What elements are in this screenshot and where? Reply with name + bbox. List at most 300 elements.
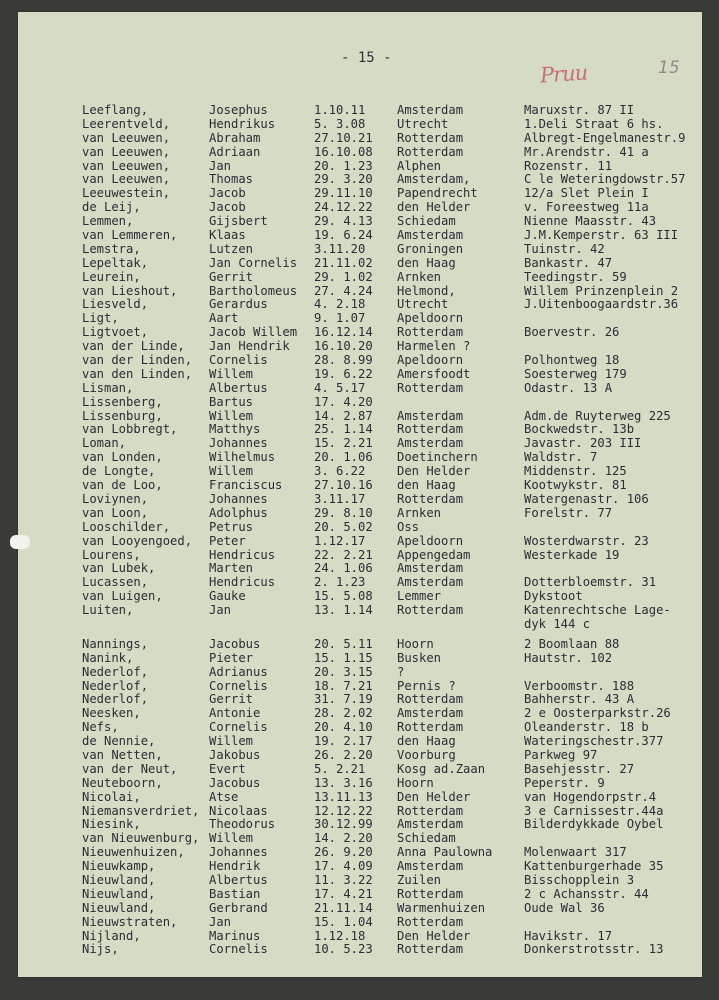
cell-surname: Lucassen, bbox=[82, 575, 149, 590]
cell-address: J.M.Kemperstr. 63 III bbox=[524, 228, 679, 243]
register-row bbox=[18, 549, 702, 563]
cell-date: 20. 5.11 bbox=[314, 636, 373, 651]
register-row bbox=[18, 618, 702, 632]
cell-given: Cornelis bbox=[209, 678, 268, 693]
cell-surname: Nederlof, bbox=[82, 664, 149, 679]
cell-place: Anna Paulowna bbox=[397, 845, 493, 860]
cell-address: Dykstoot bbox=[524, 589, 583, 604]
cell-address: Watergenastr. 106 bbox=[524, 491, 649, 506]
register-row bbox=[18, 479, 702, 493]
cell-address: Polhontweg 18 bbox=[524, 353, 620, 368]
cell-address: Molenwaart 317 bbox=[524, 845, 627, 860]
cell-date: 25. 1.14 bbox=[314, 422, 373, 437]
cell-date: 14. 2.87 bbox=[314, 408, 373, 423]
cell-place: Arnken bbox=[397, 269, 442, 284]
cell-place: den Helder bbox=[397, 200, 471, 215]
cell-given: Jacob Willem bbox=[209, 325, 298, 340]
cell-date: 13. 3.16 bbox=[314, 775, 373, 790]
cell-place: Apeldoorn bbox=[397, 353, 464, 368]
cell-address: Kootwykstr. 81 bbox=[524, 478, 627, 493]
cell-surname: van der Linden, bbox=[82, 353, 193, 368]
cell-address: Tuinstr. 42 bbox=[524, 241, 605, 256]
cell-surname: Lissenburg, bbox=[82, 408, 163, 423]
cell-date: 17. 4.20 bbox=[314, 394, 373, 409]
cell-surname: van de Loo, bbox=[82, 478, 163, 493]
cell-date: 31. 7.19 bbox=[314, 692, 373, 707]
cell-place: Amsterdam bbox=[397, 817, 464, 832]
register-row bbox=[18, 271, 702, 285]
register-row bbox=[18, 930, 702, 944]
register-row bbox=[18, 285, 702, 299]
register-row bbox=[18, 562, 702, 576]
cell-date: 20. 1.23 bbox=[314, 158, 373, 173]
cell-given: Hendricus bbox=[209, 575, 276, 590]
cell-place: Amsterdam, bbox=[397, 172, 471, 187]
cell-surname: van der Neut, bbox=[82, 761, 178, 776]
cell-surname: van Nieuwenburg, bbox=[82, 831, 200, 846]
cell-given: Petrus bbox=[209, 519, 254, 534]
cell-address: Basehjesstr. 27 bbox=[524, 761, 635, 776]
cell-given: Cornelis bbox=[209, 720, 268, 735]
cell-given: Gauke bbox=[209, 589, 246, 604]
cell-surname: Loviynen, bbox=[82, 491, 149, 506]
register-row bbox=[18, 215, 702, 229]
cell-address: 3 e Carnissestr.44a bbox=[524, 803, 664, 818]
cell-date: 10. 5.23 bbox=[314, 942, 373, 957]
cell-date: 26. 2.20 bbox=[314, 747, 373, 762]
register-row bbox=[18, 298, 702, 312]
cell-date: 19. 6.24 bbox=[314, 228, 373, 243]
cell-place: Amsterdam bbox=[397, 228, 464, 243]
cell-place: Utrecht bbox=[397, 297, 449, 312]
cell-given: Franciscus bbox=[209, 478, 283, 493]
cell-date: 3.11.20 bbox=[314, 241, 366, 256]
cell-place: Den Helder bbox=[397, 789, 471, 804]
cell-surname: van Netten, bbox=[82, 747, 163, 762]
cell-given: Thomas bbox=[209, 172, 254, 187]
cell-address: Donkerstrotsstr. 13 bbox=[524, 942, 664, 957]
cell-address: Bockwedstr. 13b bbox=[524, 422, 635, 437]
register-row bbox=[18, 832, 702, 846]
cell-address: Soesterweg 179 bbox=[524, 366, 627, 381]
cell-date: 21.11.02 bbox=[314, 255, 373, 270]
cell-surname: van Leeuwen, bbox=[82, 144, 171, 159]
cell-surname: Nieuwenhuizen, bbox=[82, 845, 185, 860]
cell-place: Schiedam bbox=[397, 831, 456, 846]
cell-address: Adm.de Ruyterweg 225 bbox=[524, 408, 671, 423]
cell-place: Rotterdam bbox=[397, 325, 464, 340]
cell-given: Willem bbox=[209, 831, 254, 846]
cell-surname: Lisman, bbox=[82, 380, 134, 395]
cell-place: Schiedam bbox=[397, 214, 456, 229]
register-row bbox=[18, 340, 702, 354]
cell-address: Mr.Arendstr. 41 a bbox=[524, 144, 649, 159]
cell-place: Amsterdam bbox=[397, 103, 464, 117]
register-row bbox=[18, 382, 702, 396]
cell-date: 15. 5.08 bbox=[314, 589, 373, 604]
cell-address: Middenstr. 125 bbox=[524, 464, 627, 479]
cell-surname: Niemansverdriet, bbox=[82, 803, 200, 818]
cell-date: 27.10.16 bbox=[314, 478, 373, 493]
register-row bbox=[18, 680, 702, 694]
cell-date: 26. 9.20 bbox=[314, 845, 373, 860]
cell-date: 15. 1.04 bbox=[314, 914, 373, 929]
cell-date: 20. 4.10 bbox=[314, 720, 373, 735]
cell-surname: Looschilder, bbox=[82, 519, 171, 534]
cell-date: 1.12.17 bbox=[314, 533, 366, 548]
name-register-list bbox=[18, 104, 702, 957]
cell-surname: Nederlof, bbox=[82, 678, 149, 693]
register-row bbox=[18, 735, 702, 749]
cell-given: Hendrikus bbox=[209, 116, 276, 131]
cell-surname: Ligt, bbox=[82, 311, 119, 326]
register-row bbox=[18, 666, 702, 680]
cell-address: Rozenstr. 11 bbox=[524, 158, 613, 173]
register-row bbox=[18, 354, 702, 368]
register-row bbox=[18, 576, 702, 590]
cell-surname: Loman, bbox=[82, 436, 127, 451]
cell-given: Johannes bbox=[209, 436, 268, 451]
cell-date: 29. 3.20 bbox=[314, 172, 373, 187]
cell-place: den Haag bbox=[397, 734, 456, 749]
cell-date: 17. 4.09 bbox=[314, 859, 373, 874]
cell-place: Rotterdam bbox=[397, 491, 464, 506]
cell-place: Apeldoorn bbox=[397, 311, 464, 326]
cell-address: Verboomstr. 188 bbox=[524, 678, 635, 693]
cell-place: Busken bbox=[397, 650, 442, 665]
cell-date: 4. 5.17 bbox=[314, 380, 366, 395]
cell-place: den Haag bbox=[397, 255, 456, 270]
cell-surname: Nieuwland, bbox=[82, 886, 156, 901]
cell-given: Willem bbox=[209, 366, 254, 381]
cell-given: Jakobus bbox=[209, 747, 261, 762]
register-row bbox=[18, 312, 702, 326]
cell-address: Forelstr. 77 bbox=[524, 505, 613, 520]
cell-given: Klaas bbox=[209, 228, 246, 243]
cell-date: 12.12.22 bbox=[314, 803, 373, 818]
cell-given: Albertus bbox=[209, 380, 268, 395]
cell-surname: Niesink, bbox=[82, 817, 141, 832]
register-row bbox=[18, 423, 702, 437]
cell-place: Rotterdam bbox=[397, 942, 464, 957]
cell-place: Pernis ? bbox=[397, 678, 456, 693]
cell-place: Lemmer bbox=[397, 589, 442, 604]
cell-date: 28. 2.02 bbox=[314, 706, 373, 721]
cell-given: Matthys bbox=[209, 422, 261, 437]
cell-surname: Leeuwestein, bbox=[82, 186, 171, 201]
cell-address: Oleanderstr. 18 b bbox=[524, 720, 649, 735]
page-number: - 15 - bbox=[341, 50, 392, 66]
register-row bbox=[18, 902, 702, 916]
cell-address: Wosterdwarstr. 23 bbox=[524, 533, 649, 548]
cell-date: 17. 4.21 bbox=[314, 886, 373, 901]
cell-given: Hendricus bbox=[209, 547, 276, 562]
cell-date: 13. 1.14 bbox=[314, 603, 373, 618]
cell-date: 30.12.99 bbox=[314, 817, 373, 832]
cell-place: Rotterdam bbox=[397, 692, 464, 707]
cell-date: 16.10.08 bbox=[314, 144, 373, 159]
cell-address: J.Uitenboogaardstr.36 bbox=[524, 297, 679, 312]
cell-date: 29. 8.10 bbox=[314, 505, 373, 520]
cell-address: Oude Wal 36 bbox=[524, 900, 605, 915]
register-row bbox=[18, 749, 702, 763]
cell-date: 16.12.14 bbox=[314, 325, 373, 340]
cell-place: Den Helder bbox=[397, 928, 471, 943]
cell-date: 5. 2.21 bbox=[314, 761, 366, 776]
cell-address: Bankastr. 47 bbox=[524, 255, 613, 270]
cell-address: Havikstr. 17 bbox=[524, 928, 613, 943]
cell-date: 4. 2.18 bbox=[314, 297, 366, 312]
cell-given: Aart bbox=[209, 311, 239, 326]
register-row bbox=[18, 146, 702, 160]
cell-place: Papendrecht bbox=[397, 186, 478, 201]
cell-given: Jan bbox=[209, 603, 232, 618]
cell-address: dyk 144 c bbox=[524, 616, 591, 631]
cell-address: 1.Deli Straat 6 hs. bbox=[524, 116, 664, 131]
cell-date: 28. 8.99 bbox=[314, 353, 373, 368]
cell-date: 5. 3.08 bbox=[314, 116, 366, 131]
cell-given: Jan Hendrik bbox=[209, 339, 290, 354]
cell-surname: van Loon, bbox=[82, 505, 149, 520]
cell-place: Rotterdam bbox=[397, 380, 464, 395]
cell-address: C le Weteringdowstr.57 bbox=[524, 172, 686, 187]
cell-date: 20. 1.06 bbox=[314, 450, 373, 465]
cell-address: Albregt-Engelmanestr.9 bbox=[524, 130, 686, 145]
cell-place: den Haag bbox=[397, 478, 456, 493]
cell-surname: van Leeuwen, bbox=[82, 130, 171, 145]
cell-surname: Nieuwland, bbox=[82, 900, 156, 915]
register-row bbox=[18, 693, 702, 707]
cell-place: Apeldoorn bbox=[397, 533, 464, 548]
cell-given: Jacobus bbox=[209, 775, 261, 790]
register-row bbox=[18, 721, 702, 735]
cell-surname: Luiten, bbox=[82, 603, 134, 618]
cell-place: Appengedam bbox=[397, 547, 471, 562]
cell-place: Rotterdam bbox=[397, 886, 464, 901]
cell-place: Zuilen bbox=[397, 872, 442, 887]
cell-place: Amsterdam bbox=[397, 561, 464, 576]
register-row bbox=[18, 535, 702, 549]
cell-date: 19. 2.17 bbox=[314, 734, 373, 749]
cell-surname: de Leij, bbox=[82, 200, 141, 215]
cell-address: Waldstr. 7 bbox=[524, 450, 598, 465]
register-row bbox=[18, 638, 702, 652]
cell-surname: Nederlof, bbox=[82, 692, 149, 707]
cell-address: Wateringschestr.377 bbox=[524, 734, 664, 749]
document-page bbox=[18, 12, 702, 977]
cell-surname: Lepeltak, bbox=[82, 255, 149, 270]
register-row bbox=[18, 229, 702, 243]
cell-place: Rotterdam bbox=[397, 144, 464, 159]
cell-given: Jacob bbox=[209, 186, 246, 201]
cell-date: 20. 3.15 bbox=[314, 664, 373, 679]
cell-surname: Nieuwstraten, bbox=[82, 914, 178, 929]
cell-surname: van Lieshout, bbox=[82, 283, 178, 298]
cell-address: Willem Prinzenplein 2 bbox=[524, 283, 679, 298]
cell-place: ? bbox=[397, 664, 405, 679]
register-row bbox=[18, 187, 702, 201]
cell-place: Rotterdam bbox=[397, 720, 464, 735]
cell-date: 22. 2.21 bbox=[314, 547, 373, 562]
cell-address: Westerkade 19 bbox=[524, 547, 620, 562]
register-row bbox=[18, 493, 702, 507]
cell-given: Adriaan bbox=[209, 144, 261, 159]
cell-given: Gerrit bbox=[209, 692, 254, 707]
cell-surname: van Looyengoed, bbox=[82, 533, 193, 548]
cell-address: Katenrechtsche Lage- bbox=[524, 603, 671, 618]
register-row bbox=[18, 604, 702, 618]
register-row bbox=[18, 132, 702, 146]
cell-address: Bahherstr. 43 A bbox=[524, 692, 635, 707]
cell-place: Oss bbox=[397, 519, 420, 534]
register-row bbox=[18, 707, 702, 721]
cell-address: Peperstr. 9 bbox=[524, 775, 605, 790]
register-row bbox=[18, 326, 702, 340]
cell-surname: Lourens, bbox=[82, 547, 141, 562]
cell-surname: Nieuwland, bbox=[82, 872, 156, 887]
cell-surname: Neesken, bbox=[82, 706, 141, 721]
cell-date: 15. 1.15 bbox=[314, 650, 373, 665]
cell-surname: van Londen, bbox=[82, 450, 163, 465]
cell-date: 18. 7.21 bbox=[314, 678, 373, 693]
cell-place: Voorburg bbox=[397, 747, 456, 762]
cell-given: Adolphus bbox=[209, 505, 268, 520]
cell-address: Teedingstr. 59 bbox=[524, 269, 627, 284]
cell-given: Johannes bbox=[209, 491, 268, 506]
cell-date: 21.11.14 bbox=[314, 900, 373, 915]
cell-given: Johannes bbox=[209, 845, 268, 860]
cell-place: Rotterdam bbox=[397, 603, 464, 618]
register-row bbox=[18, 590, 702, 604]
register-row bbox=[18, 521, 702, 535]
cell-date: 15. 2.21 bbox=[314, 436, 373, 451]
register-row bbox=[18, 410, 702, 424]
cell-place: Rotterdam bbox=[397, 914, 464, 929]
cell-address: Maruxstr. 87 II bbox=[524, 103, 635, 117]
register-row bbox=[18, 173, 702, 187]
cell-surname: Nijs, bbox=[82, 942, 119, 957]
register-row bbox=[18, 874, 702, 888]
cell-date: 1.10.11 bbox=[314, 103, 366, 117]
register-row bbox=[18, 396, 702, 410]
cell-surname: Nicolai, bbox=[82, 789, 141, 804]
cell-given: Peter bbox=[209, 533, 246, 548]
cell-given: Marinus bbox=[209, 928, 261, 943]
register-row bbox=[18, 846, 702, 860]
cell-given: Cornelis bbox=[209, 353, 268, 368]
cell-date: 2. 1.23 bbox=[314, 575, 366, 590]
cell-given: Atse bbox=[209, 789, 239, 804]
cell-date: 24.12.22 bbox=[314, 200, 373, 215]
cell-date: 27. 4.24 bbox=[314, 283, 373, 298]
cell-date: 19. 6.22 bbox=[314, 366, 373, 381]
cell-address: 12/a Slet Plein I bbox=[524, 186, 649, 201]
register-row bbox=[18, 805, 702, 819]
cell-given: Bartus bbox=[209, 394, 254, 409]
cell-address: 2 e Oosterparkstr.26 bbox=[524, 706, 671, 721]
cell-given: Gerardus bbox=[209, 297, 268, 312]
register-row bbox=[18, 888, 702, 902]
register-row bbox=[18, 916, 702, 930]
register-row bbox=[18, 451, 702, 465]
cell-address: Parkweg 97 bbox=[524, 747, 598, 762]
cell-surname: van Leeuwen, bbox=[82, 158, 171, 173]
cell-place: Amsterdam bbox=[397, 859, 464, 874]
cell-given: Bastian bbox=[209, 886, 261, 901]
cell-given: Nicolaas bbox=[209, 803, 268, 818]
cell-place: Rotterdam bbox=[397, 130, 464, 145]
cell-surname: Ligtvoet, bbox=[82, 325, 149, 340]
cell-place: Rotterdam bbox=[397, 803, 464, 818]
cell-date: 29.11.10 bbox=[314, 186, 373, 201]
cell-given: Antonie bbox=[209, 706, 261, 721]
cell-place: Arnken bbox=[397, 505, 442, 520]
cell-place: Groningen bbox=[397, 241, 464, 256]
cell-place: Helmond, bbox=[397, 283, 456, 298]
cell-surname: Liesveld, bbox=[82, 297, 149, 312]
register-row bbox=[18, 104, 702, 118]
cell-given: Jan bbox=[209, 914, 232, 929]
cell-date: 27.10.21 bbox=[314, 130, 373, 145]
cell-given: Wilhelmus bbox=[209, 450, 276, 465]
register-row bbox=[18, 160, 702, 174]
register-row bbox=[18, 507, 702, 521]
register-row bbox=[18, 201, 702, 215]
cell-given: Cornelis bbox=[209, 942, 268, 957]
cell-place: Rotterdam bbox=[397, 422, 464, 437]
cell-given: Abraham bbox=[209, 130, 261, 145]
cell-place: Hoorn bbox=[397, 636, 434, 651]
register-row bbox=[18, 118, 702, 132]
cell-place: Harmelen ? bbox=[397, 339, 471, 354]
cell-place: Amsterdam bbox=[397, 408, 464, 423]
cell-address: Javastr. 203 III bbox=[524, 436, 642, 451]
cell-address: Dotterbloemstr. 31 bbox=[524, 575, 657, 590]
cell-date: 13.11.13 bbox=[314, 789, 373, 804]
cell-given: Gijsbert bbox=[209, 214, 268, 229]
cell-place: Doetinchern bbox=[397, 450, 478, 465]
cell-surname: de Nennie, bbox=[82, 734, 156, 749]
cell-address: Hautstr. 102 bbox=[524, 650, 613, 665]
register-row bbox=[18, 437, 702, 451]
pencil-page-note: 15 bbox=[658, 58, 680, 78]
cell-surname: Nannings, bbox=[82, 636, 149, 651]
cell-given: Lutzen bbox=[209, 241, 254, 256]
cell-date: 1.12.18 bbox=[314, 928, 366, 943]
cell-given: Gerrit bbox=[209, 269, 254, 284]
register-row bbox=[18, 791, 702, 805]
cell-surname: Nijland, bbox=[82, 928, 141, 943]
cell-given: Jacobus bbox=[209, 636, 261, 651]
cell-given: Gerbrand bbox=[209, 900, 268, 915]
cell-given: Albertus bbox=[209, 872, 268, 887]
cell-surname: van Leeuwen, bbox=[82, 172, 171, 187]
cell-address: Bisschopplein 3 bbox=[524, 872, 635, 887]
cell-place: Alphen bbox=[397, 158, 442, 173]
cell-address: Odastr. 13 A bbox=[524, 380, 613, 395]
cell-given: Jan bbox=[209, 158, 232, 173]
cell-given: Jan Cornelis bbox=[209, 255, 298, 270]
cell-place: Warmenhuizen bbox=[397, 900, 486, 915]
cell-given: Jacob bbox=[209, 200, 246, 215]
cell-address: Kattenburgerhade 35 bbox=[524, 859, 664, 874]
cell-surname: Neuteboorn, bbox=[82, 775, 163, 790]
cell-surname: van den Linden, bbox=[82, 366, 193, 381]
cell-surname: Lemmen, bbox=[82, 214, 134, 229]
cell-date: 3. 6.22 bbox=[314, 464, 366, 479]
cell-surname: Nieuwkamp, bbox=[82, 859, 156, 874]
cell-surname: Leerentveld, bbox=[82, 116, 171, 131]
